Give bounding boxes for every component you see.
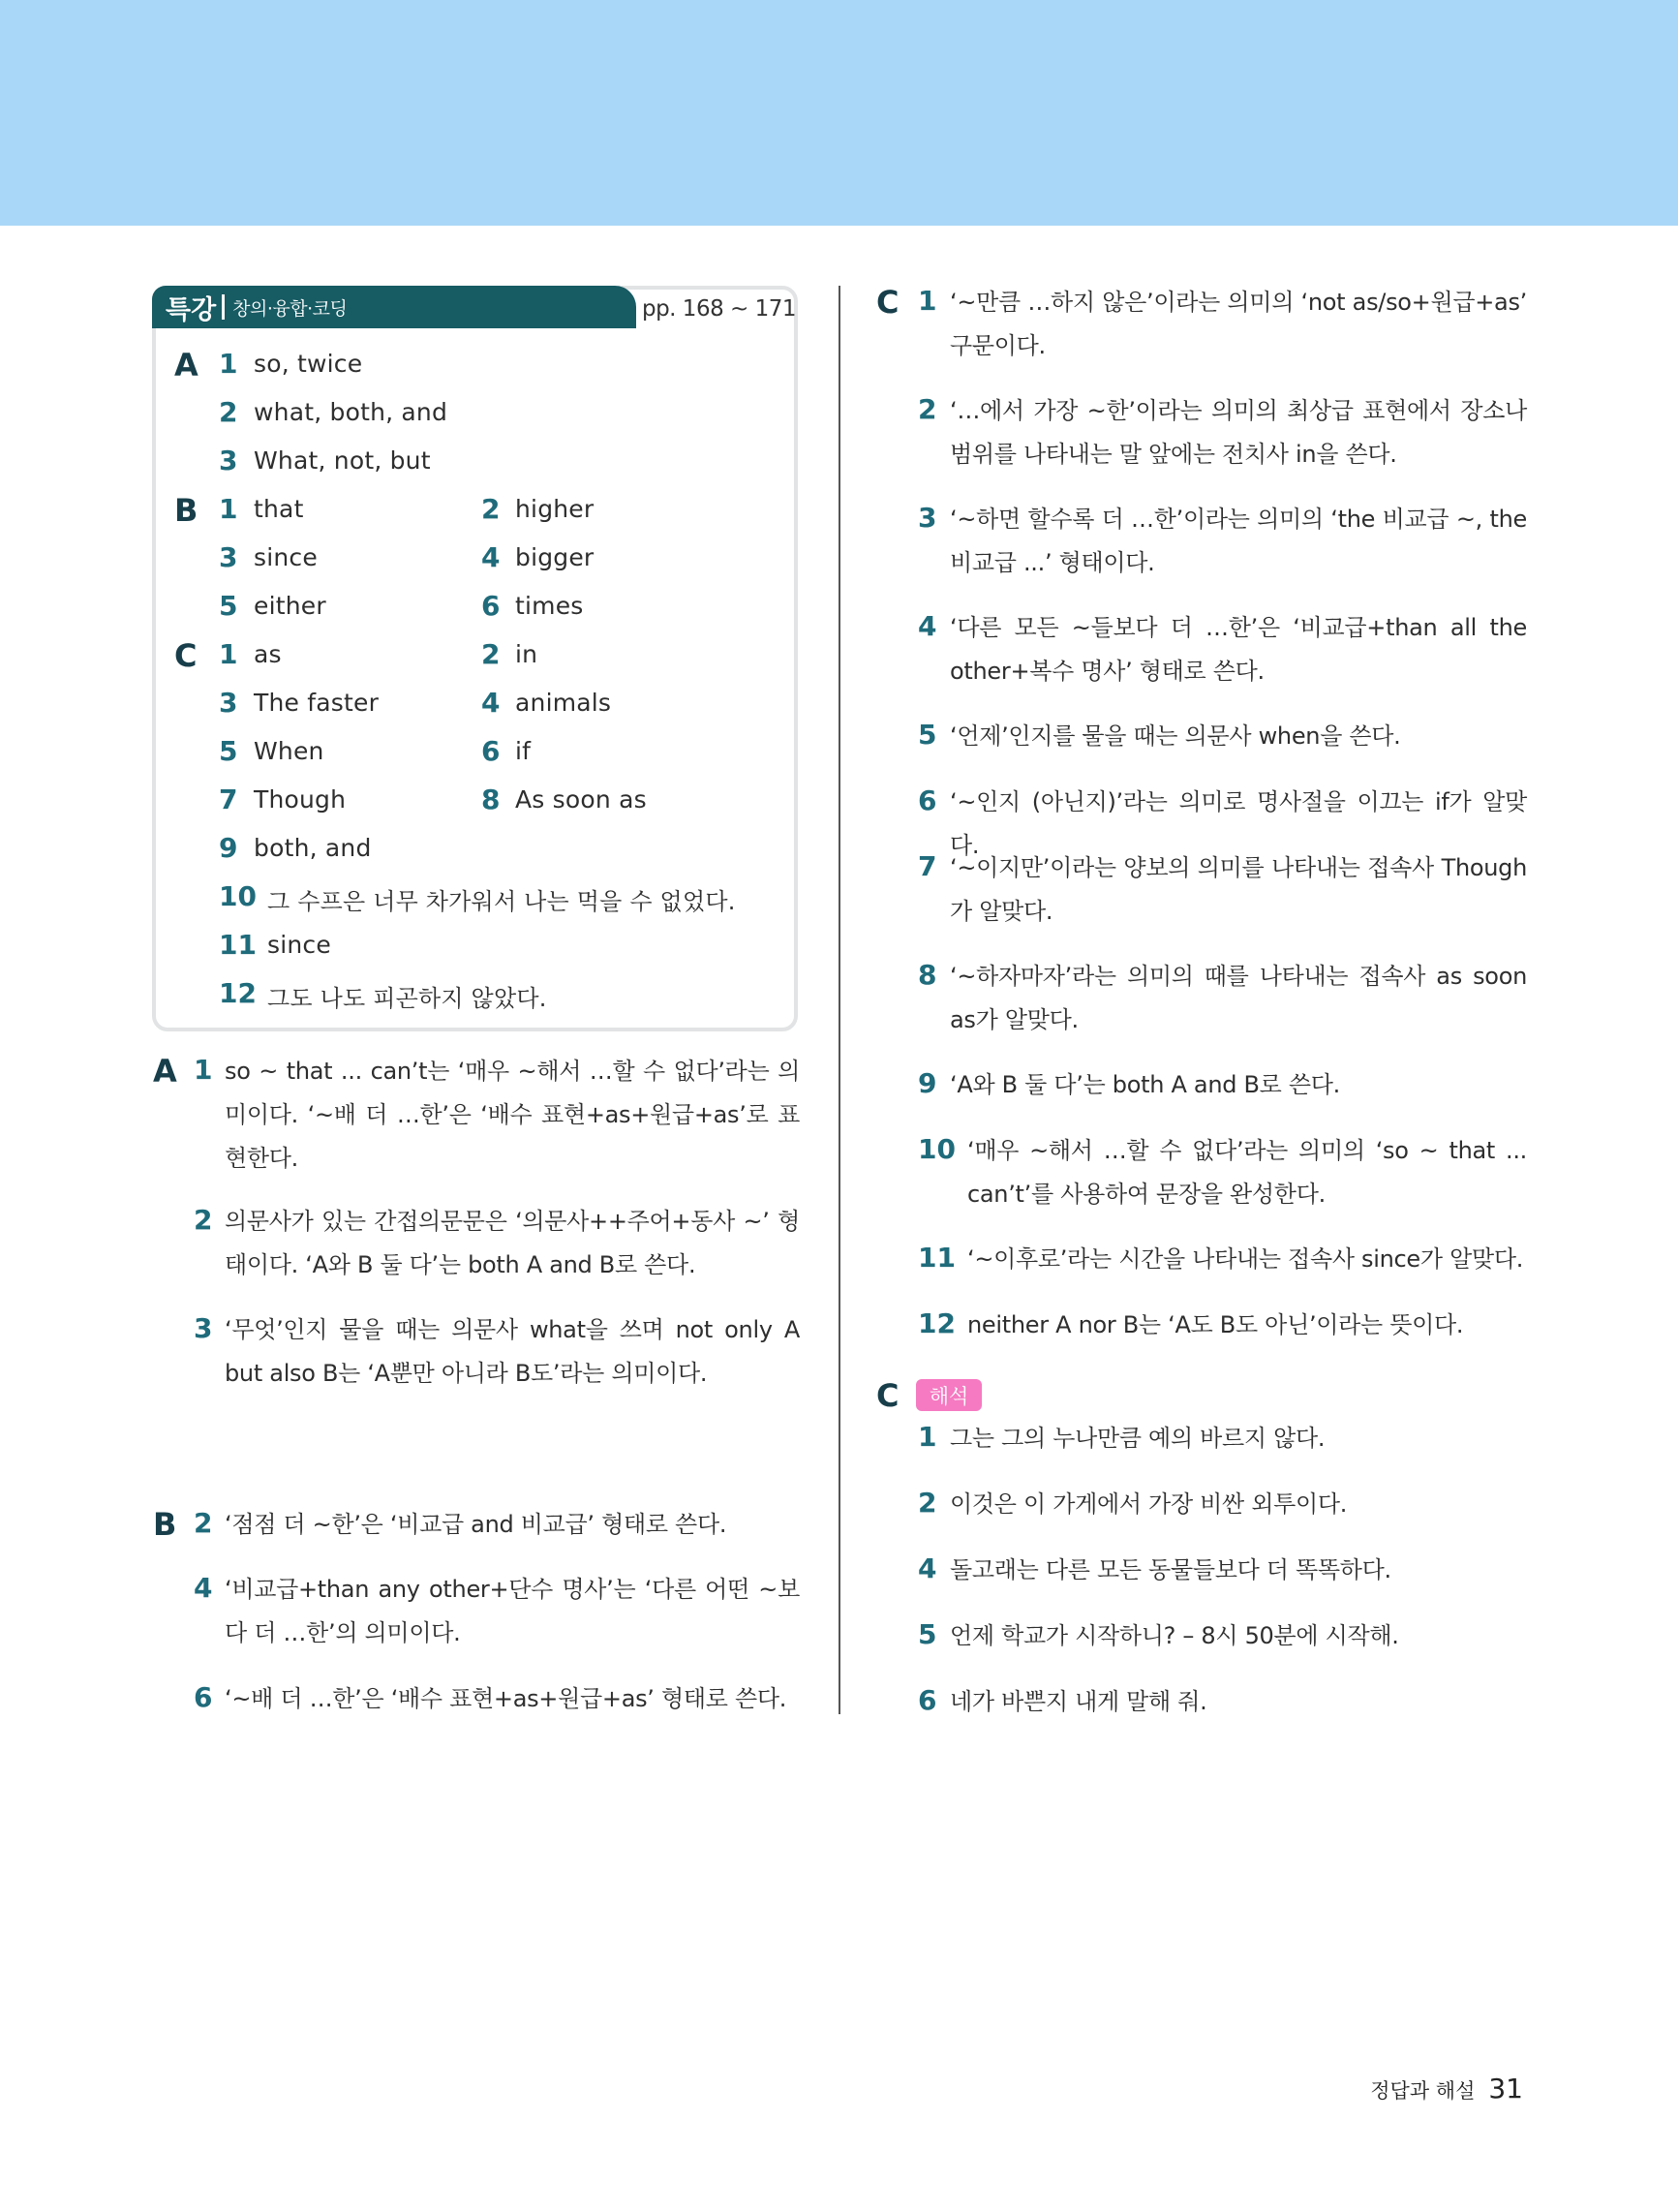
answer-a-num: 2 (219, 396, 238, 428)
special-lecture-tag: 특강 (166, 294, 217, 325)
explanation-num: 4 (918, 610, 937, 642)
answer-b-text: bigger (515, 543, 595, 571)
explanation-num: 5 (918, 719, 937, 751)
explanation-num: 1 (194, 1054, 213, 1086)
explanation-text: ‘~하자마자’라는 의미의 때를 나타내는 접속사 as soon as가 알맞다. (950, 963, 1527, 1033)
top-color-band (0, 0, 1678, 226)
answer-c-num: 8 (481, 783, 501, 815)
answer-c-text: in (515, 640, 538, 668)
explanation-num: 12 (918, 1307, 956, 1339)
answer-c-text: As soon as (515, 785, 647, 814)
explanation-num: 4 (194, 1572, 213, 1604)
answer-a-text: so, twice (254, 350, 363, 378)
explanation-num: 7 (918, 850, 937, 882)
explanation-text: ‘무엇’인지 물을 때는 의문사 what을 쓰며 not only A but also B는 ‘A뿐만 아니라 B도’라는 의미이다. (225, 1316, 800, 1387)
answer-c-num: 3 (219, 687, 238, 719)
answer-c-text: both, and (254, 834, 372, 862)
explanation-text: ‘~배 더 …한’은 ‘배수 표현+as+원급+as’ 형태로 쓴다. (225, 1685, 787, 1712)
column-divider (839, 286, 840, 1714)
answer-c-num: 5 (219, 735, 238, 767)
explanation-text: ‘언제’인지를 물을 때는 의문사 when을 쓴다. (950, 722, 1401, 750)
explanation-text: 의문사가 있는 간접의문문은 ‘의문사++주어+동사 ~’ 형태이다. ‘A와 B 둘 다’는 both A and B로 쓴다. (225, 1208, 800, 1278)
translation-num: 4 (918, 1552, 937, 1584)
answer-c-text: if (515, 737, 532, 765)
explanation-num: 9 (918, 1067, 937, 1099)
explanation-text: so ~ that ... can’t는 ‘매우 ~해서 …할 수 없다’라는 의미이다. ‘~배 더 …한’은 ‘배수 표현+as+원급+as’로 표현한다. (225, 1058, 800, 1172)
explanation-text: ‘~하면 할수록 더 …한’이라는 의미의 ‘the 비교급 ~, the 비교급 ...’ 형태이다. (950, 506, 1527, 576)
answer-b-num: 3 (219, 541, 238, 573)
explanation-section-a-letter: A (153, 1053, 177, 1090)
answer-a-text: What, not, but (254, 446, 431, 475)
answer-c-text: Though (254, 785, 347, 814)
explanation-text: ‘A와 B 둘 다’는 both A and B로 쓴다. (950, 1071, 1340, 1098)
answer-b-text: higher (515, 495, 595, 523)
explanation-text: ‘점점 더 ~한’은 ‘비교급 and 비교급’ 형태로 쓴다. (225, 1511, 727, 1538)
explanation-text: neither A nor B는 ‘A도 B도 아닌’이라는 뜻이다. (967, 1311, 1464, 1338)
translation-badge: 해석 (916, 1379, 982, 1411)
explanation-num: 3 (194, 1312, 213, 1344)
answer-b-num: 2 (481, 493, 501, 525)
answer-b-text: times (515, 592, 584, 620)
explanation-num: 2 (194, 1204, 213, 1236)
answer-c-text: The faster (254, 689, 380, 717)
page-footer (1370, 2073, 1523, 2104)
answer-c-text: 그도 나도 피곤하지 않았다. (267, 985, 547, 1012)
explanation-text: ‘다른 모든 ~들보다 더 …한’은 ‘비교급+than all the other+복수 명사’ 형태로 쓴다. (950, 614, 1527, 685)
header-divider (222, 294, 225, 320)
translation-num: 1 (918, 1421, 937, 1453)
page-number: 31 (1488, 2073, 1523, 2104)
explanation-section-c-letter: C (876, 284, 900, 321)
answer-b-num: 5 (219, 590, 238, 622)
translation-text: 돌고래는 다른 모든 동물들보다 더 똑똑하다. (950, 1556, 1391, 1583)
answer-c-num: 4 (481, 687, 501, 719)
translation-num: 5 (918, 1618, 937, 1650)
answer-b-num: 6 (481, 590, 501, 622)
answer-c-text: since (267, 931, 331, 959)
answer-c-num: 2 (481, 638, 501, 670)
answer-c-text: animals (515, 689, 612, 717)
footer-label: 정답과 해설 (1370, 2079, 1476, 2103)
explanation-text: ‘비교급+than any other+단수 명사’는 ‘다른 어떤 ~보다 더 …한’의 의미이다. (225, 1576, 800, 1646)
answer-section-b-letter: B (174, 492, 198, 529)
answer-c-num: 10 (219, 880, 257, 912)
answer-b-text: that (254, 495, 304, 523)
answer-a-num: 1 (219, 348, 238, 380)
translation-num: 6 (918, 1684, 937, 1716)
answer-section-c-letter: C (174, 637, 198, 674)
answer-c-num: 9 (219, 832, 238, 864)
answer-c-num: 12 (219, 977, 257, 1009)
answer-a-text: what, both, and (254, 398, 448, 426)
translation-text: 언제 학교가 시작하니? – 8시 50분에 시작해. (950, 1622, 1399, 1649)
explanation-num: 6 (194, 1681, 213, 1713)
explanation-num: 2 (194, 1507, 213, 1539)
explanation-num: 10 (918, 1133, 956, 1165)
translation-text: 이것은 이 가게에서 가장 비싼 외투이다. (950, 1490, 1348, 1518)
page-range: pp. 168 ~ 171 (641, 296, 796, 322)
explanation-text: ‘~인지 (아닌지)’라는 의미로 명사절을 이끄는 if가 알맞다. (950, 788, 1527, 859)
answer-b-text: since (254, 543, 318, 571)
answer-c-num: 11 (219, 929, 257, 961)
answer-c-text: 그 수프은 너무 차가워서 나는 먹을 수 없었다. (267, 888, 736, 915)
answer-b-num: 4 (481, 541, 501, 573)
translation-num: 2 (918, 1487, 937, 1519)
answer-b-text: either (254, 592, 326, 620)
answer-b-num: 1 (219, 493, 238, 525)
answer-box (152, 286, 798, 1031)
answer-c-num: 6 (481, 735, 501, 767)
answer-c-num: 1 (219, 638, 238, 670)
explanation-text: ‘…에서 가장 ~한’이라는 의미의 최상급 표현에서 장소나 범위를 나타내는 말 앞에는 전치사 in을 쓴다. (950, 397, 1527, 468)
translation-text: 네가 바쁜지 내게 말해 줘. (950, 1688, 1207, 1715)
header-subtitle: 창의·융합·코딩 (232, 297, 348, 320)
answer-c-text: When (254, 737, 324, 765)
answer-c-text: as (254, 640, 282, 668)
explanation-text: ‘매우 ~해서 …할 수 없다’라는 의미의 ‘so ~ that ... can’t’를 사용하여 문장을 완성한다. (967, 1137, 1527, 1208)
box-header (152, 286, 636, 328)
answer-a-num: 3 (219, 445, 238, 476)
explanation-section-b-letter: B (153, 1506, 177, 1543)
translation-section-c-letter: C (876, 1377, 900, 1414)
explanation-num: 8 (918, 959, 937, 991)
explanation-num: 6 (918, 784, 937, 816)
explanation-text: ‘~만큼 …하지 않은’이라는 의미의 ‘not as/so+원급+as’ 구문이다. (950, 289, 1527, 359)
explanation-text: ‘~이지만’이라는 양보의 의미를 나타내는 접속사 Though가 알맞다. (950, 854, 1527, 925)
explanation-num: 1 (918, 285, 937, 317)
translation-text: 그는 그의 누나만큼 예의 바르지 않다. (950, 1425, 1326, 1452)
explanation-num: 3 (918, 502, 937, 534)
explanation-num: 11 (918, 1242, 956, 1274)
answer-section-a-letter: A (174, 347, 198, 384)
explanation-num: 2 (918, 393, 937, 425)
explanation-text: ‘~이후로’라는 시간을 나타내는 접속사 since가 알맞다. (967, 1245, 1524, 1273)
answer-c-num: 7 (219, 783, 238, 815)
